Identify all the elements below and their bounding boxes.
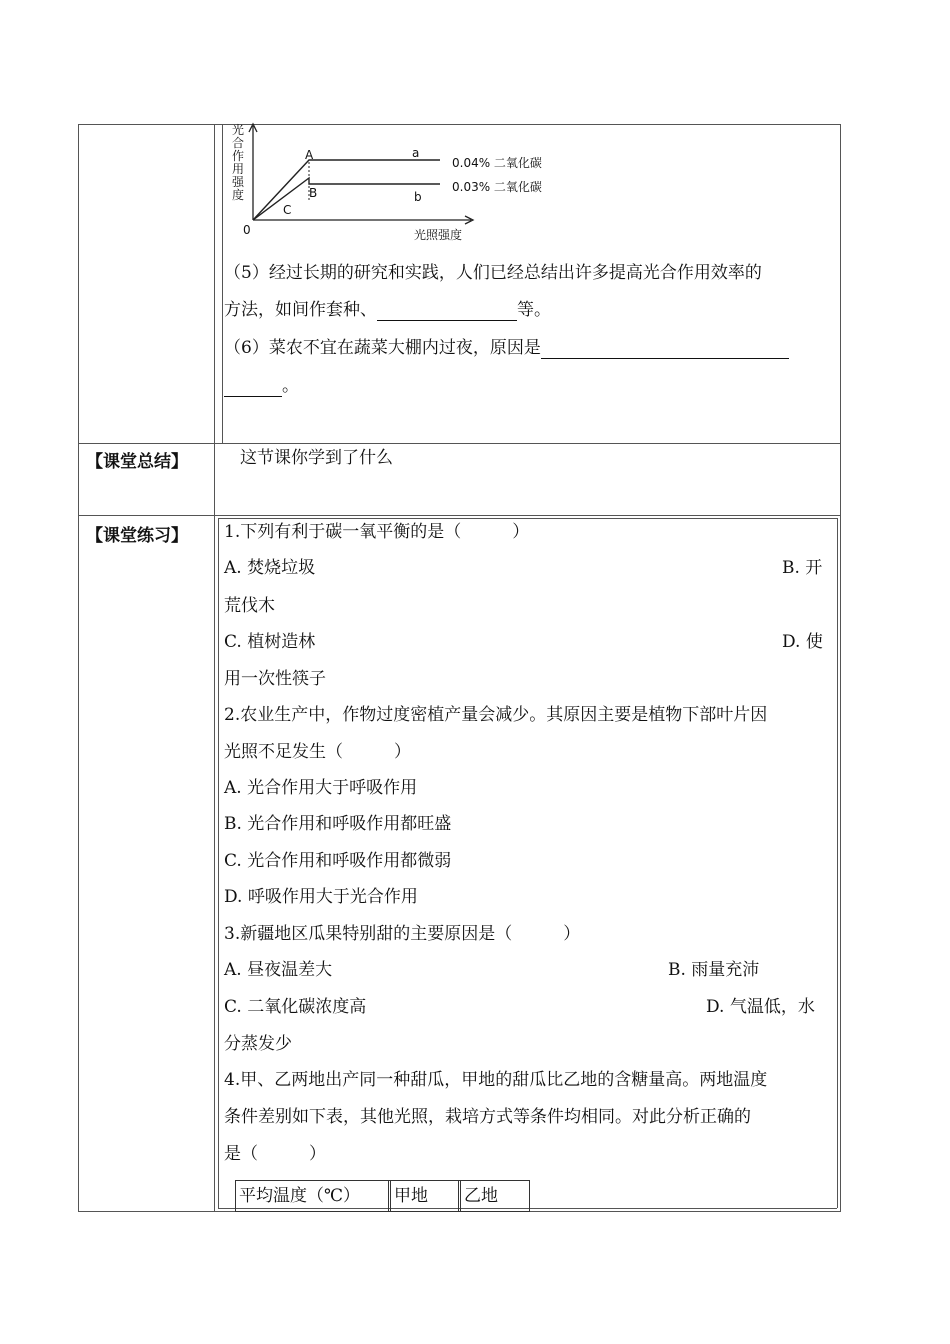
q1-option-b[interactable]: B. 开 (782, 558, 823, 578)
q6-answer-blank-cont[interactable] (224, 378, 282, 397)
q4-table-col-divider-1b (390, 1181, 391, 1211)
q1-option-b-cont: 荒伐木 (224, 596, 275, 616)
q6-answer-blank[interactable] (541, 340, 789, 359)
point-c-label: C (283, 203, 292, 217)
x-axis-label: 光照强度 (414, 228, 463, 242)
y-label-char: 用 (231, 162, 244, 176)
table-left-border (78, 124, 79, 1212)
q4-table-col-divider-2b (460, 1181, 461, 1211)
q2-option-d[interactable]: D. 呼吸作用大于光合作用 (224, 887, 418, 907)
q6-line2 (224, 375, 299, 397)
table-row-divider-1 (78, 443, 841, 444)
legend-b: 0.03% 二氧化碳 (452, 180, 542, 194)
q5-answer-blank[interactable] (377, 302, 517, 321)
q4-table-header-yi: 乙地 (464, 1186, 498, 1206)
curve-a-line (253, 160, 440, 220)
origin-label: 0 (243, 223, 251, 237)
graph-frame-left (222, 124, 223, 444)
y-label-char: 作 (231, 149, 244, 163)
q4-table-col-divider-2 (458, 1181, 459, 1211)
summary-header: 【课堂总结】 (86, 452, 188, 472)
practice-header: 【课堂练习】 (86, 526, 188, 546)
summary-prompt: 这节课你学到了什么 (240, 448, 393, 468)
point-b-label: B (309, 186, 318, 200)
q4-temperature-table (235, 1180, 530, 1212)
q5-line2-prefix: 方法，如间作套种、 (224, 300, 377, 320)
q4-table-col-divider-1 (388, 1181, 389, 1211)
q3-option-d-cont: 分蒸发少 (224, 1034, 292, 1054)
legend-a: 0.04% 二氧化碳 (452, 156, 542, 170)
q2-option-c[interactable]: C. 光合作用和呼吸作用都微弱 (224, 851, 452, 871)
q3-option-b[interactable]: B. 雨量充沛 (668, 960, 760, 980)
q4-table-header-temp: 平均温度（℃） (239, 1186, 361, 1206)
q3-option-a[interactable]: A. 昼夜温差大 (224, 960, 333, 980)
table-row-divider-2 (78, 515, 841, 516)
q1-stem: 1.下列有利于碳一氧平衡的是（ ） (224, 522, 530, 542)
q2-option-b[interactable]: B. 光合作用和呼吸作用都旺盛 (224, 814, 452, 834)
point-a-label: A (305, 148, 314, 162)
q3-option-d[interactable]: D. 气温低，水 (706, 997, 815, 1017)
q4-table-header-jia: 甲地 (394, 1186, 428, 1206)
q2-line1: 2.农业生产中，作物过度密植产量会减少。其原因主要是植物下部叶片因 (224, 705, 768, 725)
q2-line2: 光照不足发生（ ） (224, 742, 411, 762)
q2-option-a[interactable]: A. 光合作用大于呼吸作用 (224, 778, 418, 798)
y-label-char: 强 (231, 175, 244, 189)
q6-line1-text: （6）菜农不宜在蔬菜大棚内过夜，原因是 (224, 338, 541, 358)
q4-line2: 条件差别如下表，其他光照，栽培方式等条件均相同。对此分析正确的 (224, 1107, 751, 1127)
curve-b-line (253, 178, 440, 220)
q4-line3: 是（ ） (224, 1144, 326, 1164)
q4-line1: 4.甲、乙两地出产同一种甜瓜，甲地的甜瓜比乙地的含糖量高。两地温度 (224, 1070, 768, 1090)
y-label-char: 合 (231, 136, 244, 150)
q6-line2-suffix: 。 (282, 376, 299, 396)
q1-option-c[interactable]: C. 植树造林 (224, 632, 316, 652)
table-column-divider (214, 124, 215, 1212)
table-right-border (840, 124, 841, 1212)
practice-inner-top (218, 518, 837, 519)
practice-inner-right (837, 518, 838, 1208)
q1-option-d[interactable]: D. 使 (782, 632, 823, 652)
q5-line1: （5）经过长期的研究和实践，人们已经总结出许多提高光合作用效率的 (224, 263, 762, 283)
curve-a-label: a (412, 146, 420, 160)
y-axis-label (231, 124, 245, 202)
q5-line2 (224, 299, 551, 321)
q6-line1 (224, 337, 789, 359)
q1-option-d-cont: 用一次性筷子 (224, 669, 326, 689)
y-label-char: 度 (231, 188, 244, 202)
q5-line2-suffix: 等。 (517, 300, 551, 320)
y-label-char: 光 (231, 123, 244, 137)
practice-inner-left (218, 518, 219, 1208)
curve-b-label: b (414, 190, 422, 204)
q3-option-c[interactable]: C. 二氧化碳浓度高 (224, 997, 367, 1017)
q1-option-a[interactable]: A. 焚烧垃圾 (224, 558, 316, 578)
q3-stem: 3.新疆地区瓜果特别甜的主要原因是（ ） (224, 924, 581, 944)
